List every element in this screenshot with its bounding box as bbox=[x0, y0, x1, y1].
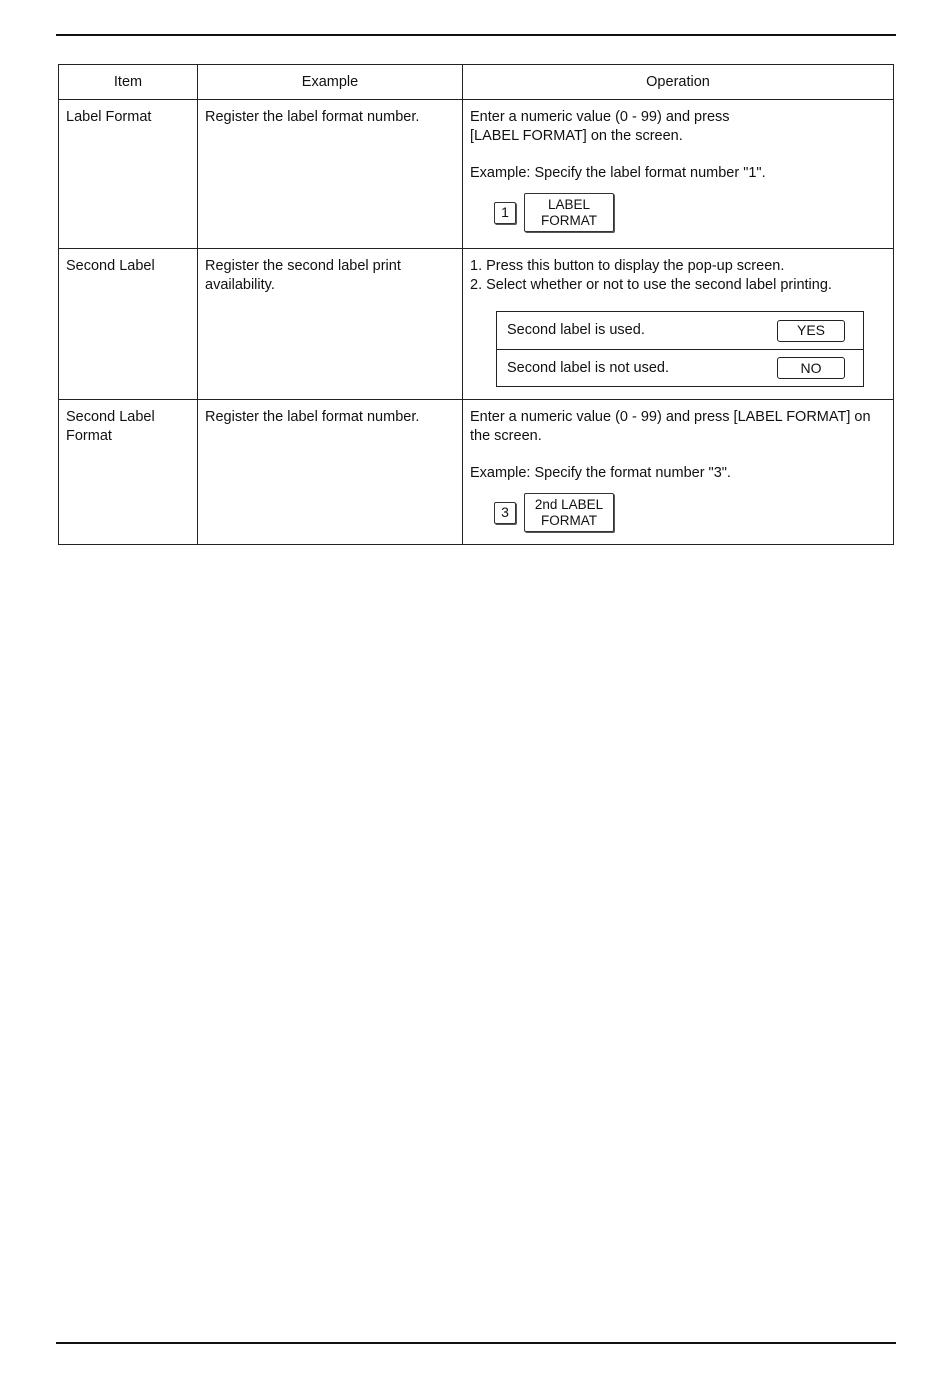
header-operation: Operation bbox=[463, 65, 894, 100]
yes-button: YES bbox=[777, 320, 845, 342]
operation-text bbox=[470, 108, 886, 146]
operation-step: 2. Select whether or not to use the second label printing. bbox=[470, 277, 832, 293]
operation-example: Example: Specify the label format number "1". bbox=[470, 165, 766, 181]
operation-cell bbox=[463, 100, 894, 249]
popup-row-used bbox=[497, 312, 863, 349]
label-format-button bbox=[524, 193, 614, 232]
example-cell: Register the second label print availability. bbox=[198, 249, 463, 400]
second-label-popup bbox=[496, 311, 864, 387]
item-cell: Second Label Format bbox=[59, 400, 198, 545]
table-row bbox=[59, 400, 894, 545]
popup-label: Second label is used. bbox=[507, 322, 645, 338]
numeric-key: 1 bbox=[494, 202, 516, 224]
popup-label: Second label is not used. bbox=[507, 359, 670, 376]
no-button: NO bbox=[777, 357, 845, 379]
header-item: Item bbox=[59, 65, 198, 100]
operation-example: Example: Specify the format number "3". bbox=[470, 465, 731, 481]
settings-table bbox=[58, 64, 894, 545]
operation-text: Enter a numeric value (0 - 99) and press [LABEL FORMAT] on the screen. bbox=[470, 409, 871, 444]
numeric-key: 3 bbox=[494, 502, 516, 524]
second-label-format-button bbox=[524, 493, 614, 532]
popup-row-not-used bbox=[497, 349, 863, 386]
operation-cell bbox=[463, 400, 894, 545]
operation-cell bbox=[463, 249, 894, 400]
example-cell: Register the label format number. bbox=[198, 400, 463, 545]
operation-line: [LABEL FORMAT] on the screen. bbox=[470, 128, 683, 144]
header-example: Example bbox=[198, 65, 463, 100]
table-row bbox=[59, 100, 894, 249]
example-cell: Register the label format number. bbox=[198, 100, 463, 249]
key-sequence bbox=[494, 493, 886, 532]
item-cell: Label Format bbox=[59, 100, 198, 249]
key-sequence bbox=[494, 193, 886, 232]
button-line: LABEL bbox=[547, 196, 591, 212]
table-row bbox=[59, 249, 894, 400]
button-line: 2nd LABEL bbox=[534, 496, 604, 512]
operation-step: 1. Press this button to display the pop-up screen. bbox=[470, 258, 785, 274]
bottom-rule bbox=[56, 1342, 896, 1344]
top-rule bbox=[56, 34, 896, 36]
button-line: FORMAT bbox=[541, 212, 597, 228]
table-header bbox=[59, 65, 894, 100]
item-cell: Second Label bbox=[59, 249, 198, 400]
button-line: FORMAT bbox=[541, 512, 597, 528]
operation-line: Enter a numeric value (0 - 99) and press bbox=[470, 109, 730, 125]
